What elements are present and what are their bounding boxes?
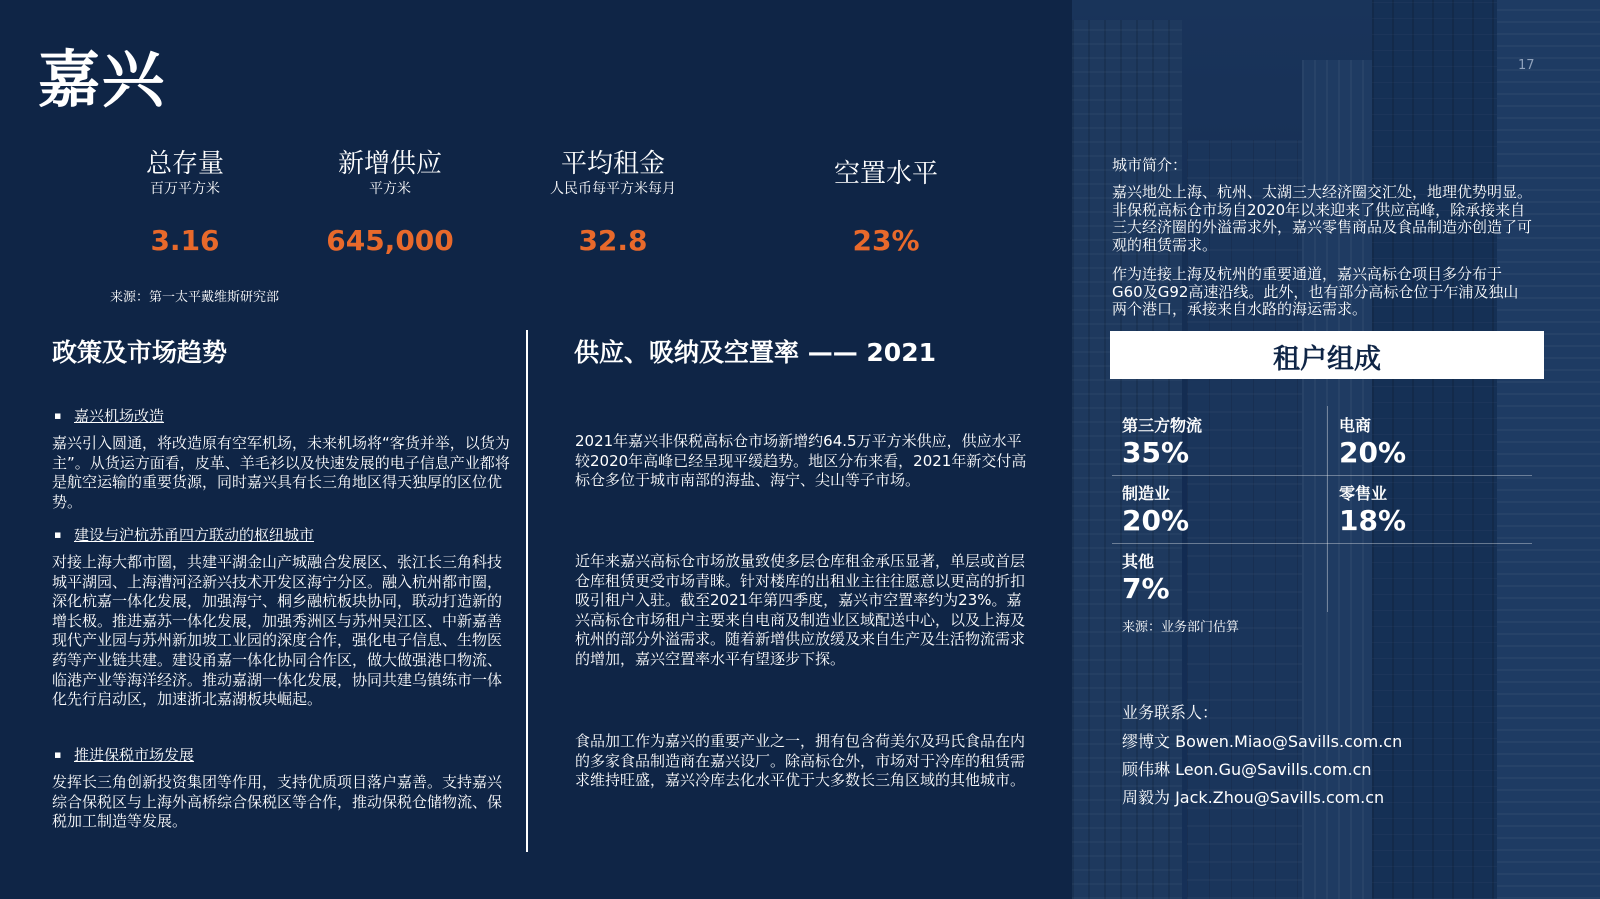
policy-section-title: 政策及市场趋势 bbox=[52, 338, 228, 367]
tenant-title-box bbox=[1110, 331, 1544, 379]
tenant-cell-manufacturing bbox=[1122, 481, 1189, 537]
tenant-percent: 18% bbox=[1339, 504, 1407, 537]
kpi-value: 645,000 bbox=[326, 224, 454, 257]
tenant-title: 租户组成 bbox=[1273, 344, 1381, 375]
page-number: 17 bbox=[1518, 58, 1535, 73]
tenant-name: 其他 bbox=[1122, 552, 1155, 571]
city-intro-label: 城市简介： bbox=[1112, 156, 1188, 174]
tenant-cell-ecommerce bbox=[1339, 413, 1406, 469]
tenant-percent: 7% bbox=[1122, 572, 1170, 605]
tenant-name: 第三方物流 bbox=[1122, 416, 1203, 435]
policy-paragraph: 对接上海大都市圈，共建平湖金山产城融合发展区、张江长三角科技城平湖园、上海漕河泾新兴技术开发区海宁分区。融入杭州都市圈，深化杭嘉一体化发展，加强海宁、桐乡融杭板块协同，联动打造新的增长极。推进嘉苏一体化发展，加强秀洲区与苏州吴江区、中新嘉善现代产业园与苏州新加坡工业园的深度合作，强化电子信息、生物医药等产业链共建。建设甬嘉一体化协同合作区，做大做强港口物流、临港产业等海洋经济。推动嘉湖一体化发展，协同共建乌镇练市一体化先行启动区，加速浙北嘉湖板块崛起。 bbox=[52, 553, 503, 709]
tenant-source: 来源：业务部门估算 bbox=[1122, 620, 1240, 635]
tenant-percent: 20% bbox=[1122, 504, 1190, 537]
supply-paragraph: 食品加工作为嘉兴的重要产业之一，拥有包含荷美尔及玛氏食品在内的多家食品制造商在嘉兴设厂。除高标仓外，市场对于冷库的租赁需求维持旺盛，嘉兴冷库去化水平优于大多数长三角区域的其他城市。 bbox=[575, 732, 1026, 790]
tenant-name: 电商 bbox=[1339, 416, 1372, 435]
kpi-total-stock bbox=[75, 148, 295, 257]
tenant-name: 零售业 bbox=[1339, 484, 1388, 503]
tenant-cell-3pl bbox=[1122, 413, 1202, 469]
policy-bullet-heading: ▪ 建设与沪杭苏甬四方联动的枢纽城市 bbox=[54, 524, 314, 545]
city-intro-paragraph: 作为连接上海及杭州的重要通道，嘉兴高标仓项目多分布于G60及G92高速沿线。此外，也有部分高标仓位于乍浦及独山两个港口，承接来自水路的海运需求。 bbox=[1112, 265, 1519, 318]
kpi-value: 32.8 bbox=[578, 224, 648, 257]
tenant-name: 制造业 bbox=[1122, 484, 1171, 503]
tenant-grid-line bbox=[1112, 475, 1532, 476]
kpi-average-rent bbox=[503, 148, 723, 257]
kpi-new-supply bbox=[280, 148, 500, 257]
contact-person: 周毅为 Jack.Zhou@Savills.com.cn bbox=[1122, 788, 1385, 807]
policy-bullet-heading: ▪ 推进保税市场发展 bbox=[54, 744, 194, 765]
kpi-label: 总存量 bbox=[145, 149, 224, 179]
tenant-grid-line bbox=[1327, 406, 1328, 612]
city-intro-paragraph: 嘉兴地处上海、杭州、太湖三大经济圈交汇处，地理优势明显。非保税高标仓市场自2020年以来迎来了供应高峰，除承接来自三大经济圈的外溢需求外，嘉兴零售商品及食品制造亦创造了可观的租赁需求。 bbox=[1112, 183, 1533, 254]
column-divider bbox=[526, 330, 528, 852]
kpi-unit: 百万平方米 bbox=[150, 181, 220, 197]
kpi-source: 来源：第一太平戴维斯研究部 bbox=[110, 290, 280, 305]
tenant-percent: 35% bbox=[1122, 436, 1190, 469]
kpi-label: 平均租金 bbox=[560, 149, 665, 179]
contact-person: 缪博文 Bowen.Miao@Savills.com.cn bbox=[1122, 732, 1403, 751]
tenant-cell-retail bbox=[1339, 481, 1406, 537]
supply-section-title: 供应、吸纳及空置率 —— 2021 bbox=[574, 338, 936, 367]
policy-paragraph: 发挥长三角创新投资集团等作用，支持优质项目落户嘉善。支持嘉兴综合保税区与上海外高桥综合保税区等合作，推动保税仓储物流、保税加工制造等发展。 bbox=[52, 773, 503, 831]
kpi-label: 空置水平 bbox=[833, 159, 938, 189]
kpi-value: 23% bbox=[852, 224, 920, 257]
page-title: 嘉兴 bbox=[38, 43, 167, 116]
contact-person: 顾伟琳 Leon.Gu@Savills.com.cn bbox=[1122, 760, 1372, 779]
kpi-vacancy bbox=[776, 148, 996, 257]
policy-bullet-heading: ▪ 嘉兴机场改造 bbox=[54, 405, 164, 426]
tenant-grid-line bbox=[1112, 543, 1532, 544]
tenant-cell-other bbox=[1122, 549, 1170, 605]
kpi-unit: 平方米 bbox=[369, 181, 411, 197]
supply-paragraph: 近年来嘉兴高标仓市场放量致使多层仓库租金承压显著，单层或首层仓库租赁更受市场青睐。针对楼库的出租业主往往愿意以更高的折扣吸引租户入驻。截至2021年第四季度，嘉兴市空置率约为23%。嘉兴高标仓市场租户主要来自电商及制造业区域配送中心，以及上海及杭州的部分外溢需求。随着新增供应放缓及来自生产及生活物流需求的增加，嘉兴空置率水平有望逐步下探。 bbox=[575, 552, 1026, 668]
supply-paragraph: 2021年嘉兴非保税高标仓市场新增约64.5万平方米供应，供应水平较2020年高峰已经呈现平缓趋势。地区分布来看，2021年新交付高标仓多位于城市南部的海盐、海宁、尖山等子市场。 bbox=[575, 432, 1027, 490]
kpi-label: 新增供应 bbox=[337, 149, 442, 179]
contact-label: 业务联系人： bbox=[1122, 703, 1219, 722]
policy-paragraph: 嘉兴引入圆通，将改造原有空军机场，未来机场将“客货并举，以货为主”。从货运方面看，皮革、羊毛衫以及快速发展的电子信息产业都将是航空运输的重要货源，同时嘉兴具有长三角地区得天独厚的区位优势。 bbox=[52, 434, 510, 511]
tenant-percent: 20% bbox=[1339, 436, 1407, 469]
kpi-unit: 人民币每平方米每月 bbox=[550, 181, 676, 197]
kpi-value: 3.16 bbox=[150, 224, 220, 257]
